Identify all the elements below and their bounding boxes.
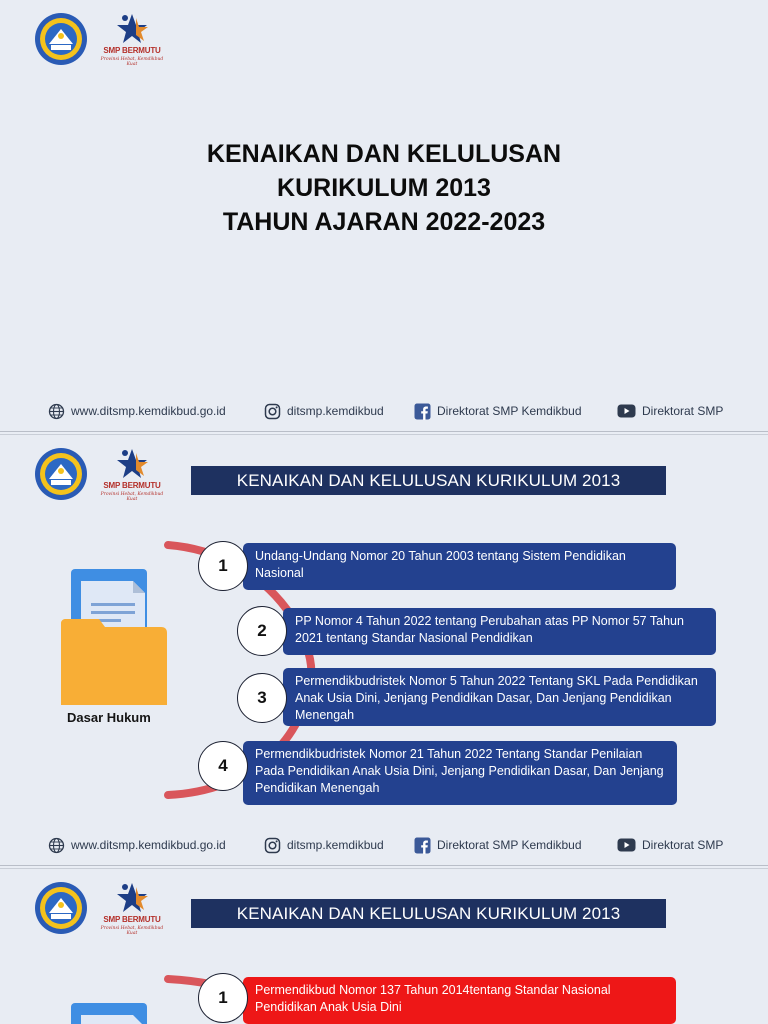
smp-bermutu-tagline: Provinsi Hebat, Kemdikbud Kuat	[100, 492, 164, 502]
footer-website-text: www.ditsmp.kemdikbud.go.id	[71, 404, 226, 418]
globe-icon	[48, 403, 65, 420]
list-item	[283, 668, 716, 726]
legal-basis-slide	[0, 434, 768, 866]
list-item-number: 1	[198, 541, 248, 591]
list-item-number: 2	[237, 606, 287, 656]
footer-instagram[interactable]	[264, 834, 384, 856]
list-item	[243, 543, 676, 590]
footer-instagram-text: ditsmp.kemdikbud	[287, 838, 384, 852]
facebook-icon	[414, 403, 431, 420]
list-item-text: Permendikbudristek Nomor 21 Tahun 2022 Tentang Standar Penilaian Pada Pendidikan Anak Usia Dini, Jenjang Pendidikan Dasar, Dan Jenjang Pendidikan Menengah	[255, 747, 664, 795]
smp-bermutu-logo	[96, 10, 168, 68]
smp-bermutu-name: SMP BERMUTU	[103, 46, 161, 55]
footer-website[interactable]	[48, 400, 226, 422]
footer-website-text: www.ditsmp.kemdikbud.go.id	[71, 838, 226, 852]
footer-facebook-text: Direktorat SMP Kemdikbud	[437, 404, 582, 418]
footer-facebook-text: Direktorat SMP Kemdikbud	[437, 838, 582, 852]
footer-facebook[interactable]	[414, 400, 582, 422]
smp-bermutu-name: SMP BERMUTU	[103, 915, 161, 924]
facebook-icon	[414, 837, 431, 854]
list-item-text: Undang-Undang Nomor 20 Tahun 2003 tentang Sistem Pendidikan Nasional	[255, 549, 626, 580]
list-item	[283, 608, 716, 655]
section-banner: KENAIKAN DAN KELULUSAN KURIKULUM 2013	[191, 899, 666, 928]
youtube-icon	[617, 404, 636, 418]
footer-instagram-text: ditsmp.kemdikbud	[287, 404, 384, 418]
kemdikbud-logo	[34, 447, 88, 501]
footer	[0, 834, 768, 856]
list-item	[243, 741, 677, 805]
smp-bermutu-tagline: Provinsi Hebat, Kemdikbud Kuat	[100, 57, 164, 67]
folder-label: Dasar Hukum	[67, 710, 151, 725]
instagram-icon	[264, 837, 281, 854]
folder-icon	[61, 1003, 169, 1024]
list-item-number: 1	[198, 973, 248, 1023]
smp-bermutu-logo	[96, 445, 168, 503]
cover-title-line-3: TAHUN AJARAN 2022-2023	[222, 208, 546, 236]
list-item-text: Permendikbud Nomor 137 Tahun 2014tentang Standar Nasional Pendidikan Anak Usia Dini	[255, 983, 611, 1014]
globe-icon	[48, 837, 65, 854]
cover-slide	[0, 0, 768, 432]
footer-instagram[interactable]	[264, 400, 384, 422]
list-item-number: 3	[237, 673, 287, 723]
list-item-number: 4	[198, 741, 248, 791]
list-item-text: PP Nomor 4 Tahun 2022 tentang Perubahan atas PP Nomor 57 Tahun 2021 tentang Standar Nasional Pendidikan	[295, 614, 684, 645]
footer-youtube[interactable]	[617, 400, 723, 422]
smp-bermutu-name: SMP BERMUTU	[103, 481, 161, 490]
footer-youtube-text: Direktorat SMP	[642, 838, 724, 852]
smp-bermutu-logo	[96, 879, 168, 937]
cover-title-line-1: KENAIKAN DAN KELULUSAN	[206, 140, 562, 168]
footer-website[interactable]	[48, 834, 226, 856]
list-item-text: Permendikbudristek Nomor 5 Tahun 2022 Tentang SKL Pada Pendidikan Anak Usia Dini, Jenjang Pendidikan Dasar, Dan Jenjang Pendidikan Menengah	[295, 674, 698, 722]
kemdikbud-logo	[34, 12, 88, 66]
cover-title	[0, 137, 768, 239]
section-banner: KENAIKAN DAN KELULUSAN KURIKULUM 2013	[191, 466, 666, 495]
legal-basis-slide-2	[0, 868, 768, 1024]
kemdikbud-logo	[34, 881, 88, 935]
list-item	[243, 977, 676, 1024]
cover-title-line-2: KURIKULUM 2013	[277, 174, 491, 202]
instagram-icon	[264, 403, 281, 420]
youtube-icon	[617, 838, 636, 852]
footer-facebook[interactable]	[414, 834, 582, 856]
footer-youtube[interactable]	[617, 834, 723, 856]
footer	[0, 400, 768, 422]
smp-bermutu-tagline: Provinsi Hebat, Kemdikbud Kuat	[100, 926, 164, 936]
footer-youtube-text: Direktorat SMP	[642, 404, 724, 418]
folder-icon	[61, 569, 169, 705]
